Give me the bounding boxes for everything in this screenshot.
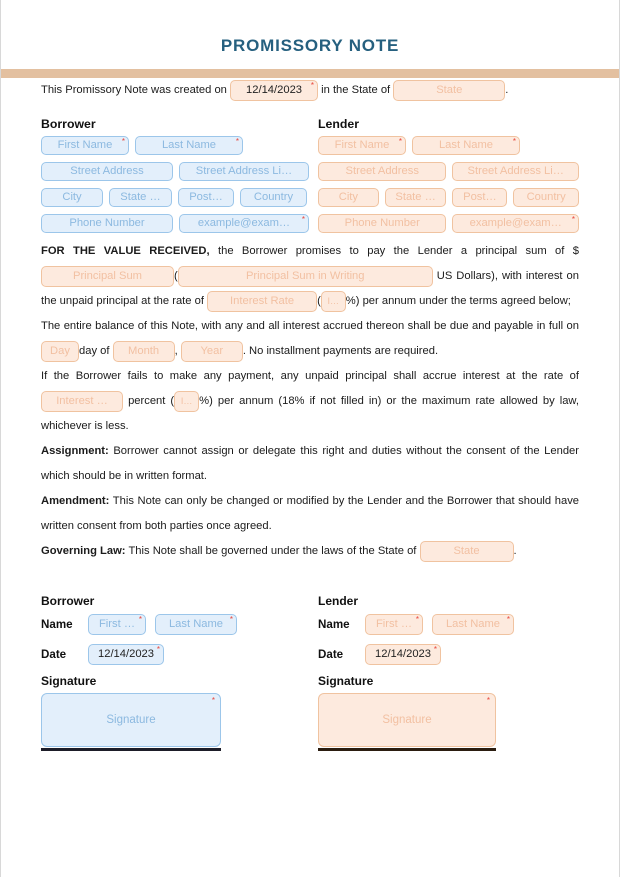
principal-sum-writing-field[interactable]: Principal Sum in Writing [178, 266, 433, 287]
required-asterisk-icon: * [571, 215, 575, 224]
borrower-signature-pad-wrap [41, 693, 221, 751]
lender-date-field-row [318, 643, 579, 666]
default-interest-field[interactable]: Interest … [41, 391, 123, 412]
borrower-sign-date-field[interactable]: 12/14/2023 * [88, 644, 164, 665]
borrower-signature-field-label: Signature [41, 674, 97, 688]
document-body [1, 78, 619, 751]
value-received-text-2: US Dollars), with interest on the unpaid principal at the rate of [41, 270, 579, 307]
balance-text-1: The entire balance of this Note, with any and all interest accrued thereon shall be due and payable in full on [41, 320, 579, 332]
borrower-signature-placeholder: Signature [106, 714, 156, 726]
required-asterisk-icon: * [486, 696, 490, 705]
lender-last-name-field[interactable]: Last Name * [412, 136, 520, 155]
governing-law-state-field[interactable]: State [420, 541, 514, 562]
borrower-block [41, 117, 310, 239]
required-asterisk-icon: * [433, 645, 437, 654]
balance-paragraph [41, 314, 579, 364]
borrower-postal-field[interactable]: Post… [178, 188, 234, 207]
borrower-first-name-field[interactable]: First Name * [41, 136, 129, 155]
borrower-street-address-field[interactable]: Street Address [41, 162, 173, 181]
required-asterisk-icon: * [156, 645, 160, 654]
lender-signature-pad-wrap [318, 693, 496, 751]
intro-mid-text: in the State of [321, 84, 391, 96]
borrower-name-label: Name [41, 618, 73, 631]
required-asterisk-icon: * [506, 615, 510, 624]
state-field[interactable]: State [393, 80, 505, 101]
amendment-label: Amendment: [41, 495, 110, 507]
assignment-text: Borrower cannot assign or delegate this right and duties without the consent of the Lender which should be in written format. [41, 445, 580, 482]
created-date-value: 12/14/2023 [246, 83, 303, 96]
lender-name-label: Name [318, 618, 350, 631]
lender-first-name-field[interactable]: First Name * [318, 136, 406, 155]
lender-signature-underline [318, 748, 496, 751]
intro-lead-text: This Promissory Note was created on [41, 84, 227, 96]
header-divider-bar [1, 69, 619, 78]
lender-sign-last-name-field[interactable]: Last Name * [432, 614, 514, 635]
governing-law-period: . [513, 545, 517, 557]
required-asterisk-icon: * [398, 137, 402, 146]
lender-name-row [318, 135, 579, 156]
required-asterisk-icon: * [229, 615, 233, 624]
borrower-signature-underline [41, 748, 221, 751]
lender-signature-block [310, 586, 579, 751]
interest-rate-field[interactable]: Interest Rate [207, 291, 317, 312]
lender-block [310, 117, 579, 239]
due-month-field[interactable]: Month [113, 341, 175, 362]
borrower-date-field-row [41, 643, 310, 666]
required-asterisk-icon: * [211, 696, 215, 705]
lender-name-field-row [318, 613, 579, 636]
lender-signature-heading: Lender [318, 594, 359, 608]
due-year-field[interactable]: Year [181, 341, 243, 362]
day-of-text: day of [79, 345, 110, 357]
amendment-paragraph [41, 489, 579, 539]
governing-law-label: Governing Law: [41, 545, 126, 557]
default-rate-text-1: If the Borrower fails to make any payment, any unpaid principal shall accrue interest at the rate of [41, 370, 579, 382]
lender-country-field[interactable]: Country [513, 188, 579, 207]
open-paren: ( [174, 270, 178, 282]
value-received-text-1: the Borrower promises to pay the Lender a principal sum of [217, 245, 565, 257]
lender-signature-field-label: Signature [318, 674, 374, 688]
required-asterisk-icon: * [310, 80, 315, 90]
borrower-name-field-row [41, 613, 310, 636]
lender-city-row [318, 187, 579, 208]
borrower-sign-last-name-field[interactable]: Last Name * [155, 614, 237, 635]
borrower-phone-field[interactable]: Phone Number [41, 214, 173, 233]
intro-period: . [505, 84, 509, 96]
required-asterisk-icon: * [512, 137, 516, 146]
balance-text-2: . No installment payments are required. [242, 345, 439, 357]
lender-postal-field[interactable]: Post… [452, 188, 507, 207]
borrower-contact-row [41, 213, 310, 234]
borrower-name-row [41, 135, 310, 156]
lender-state-field[interactable]: State … [385, 188, 447, 207]
percent-open-text: percent ( [128, 395, 175, 407]
borrower-signature-heading: Borrower [41, 594, 95, 608]
lender-signature-placeholder: Signature [382, 714, 432, 726]
signature-section [41, 586, 579, 751]
default-interest-small-field[interactable]: I… [174, 391, 199, 412]
balance-comma: , [174, 345, 178, 357]
lender-phone-field[interactable]: Phone Number [318, 214, 446, 233]
borrower-city-row [41, 187, 310, 208]
default-rate-text-2: %) per annum (18% if not filled in) or the maximum rate allowed by law, whichever is less. [41, 395, 580, 432]
value-received-paragraph [41, 239, 579, 314]
borrower-date-label: Date [41, 648, 67, 661]
required-asterisk-icon: * [415, 615, 419, 624]
dollar-sign: $ [572, 245, 580, 257]
lender-street-address-field[interactable]: Street Address [318, 162, 446, 181]
borrower-email-field[interactable]: example@exam… * [179, 214, 309, 233]
value-received-bold-lead: FOR THE VALUE RECEIVED, [41, 245, 210, 257]
lender-email-field[interactable]: example@exam… * [452, 214, 579, 233]
lender-heading: Lender [318, 117, 359, 131]
borrower-last-name-field[interactable]: Last Name * [135, 136, 243, 155]
borrower-city-field[interactable]: City [41, 188, 103, 207]
due-day-field[interactable]: Day [41, 341, 79, 362]
lender-sign-date-field[interactable]: 12/14/2023 * [365, 644, 441, 665]
borrower-heading: Borrower [41, 117, 96, 131]
lender-address-row [318, 161, 579, 182]
interest-rate-small-field[interactable]: I… [321, 291, 346, 312]
borrower-state-field[interactable]: State … [109, 188, 172, 207]
borrower-address-row [41, 161, 310, 182]
principal-sum-field[interactable]: Principal Sum [41, 266, 174, 287]
default-rate-paragraph [41, 364, 579, 439]
value-received-text-3: %) per annum under the terms agreed below; [345, 295, 571, 307]
governing-law-text: This Note shall be governed under the laws of the State of [128, 545, 417, 557]
lender-date-label: Date [318, 648, 344, 661]
parties-section [41, 117, 579, 239]
intro-line [41, 78, 579, 103]
lender-contact-row [318, 213, 579, 234]
borrower-street-address-2-field[interactable]: Street Address Li… [179, 162, 309, 181]
governing-law-paragraph [41, 539, 579, 564]
borrower-country-field[interactable]: Country [240, 188, 307, 207]
borrower-signature-pad[interactable] [41, 693, 221, 747]
required-asterisk-icon: * [301, 215, 305, 224]
borrower-sign-first-name-field[interactable]: First … * [88, 614, 146, 635]
borrower-signature-block [41, 586, 310, 751]
lender-street-address-2-field[interactable]: Street Address Li… [452, 162, 579, 181]
required-asterisk-icon: * [138, 615, 142, 624]
lender-city-field[interactable]: City [318, 188, 379, 207]
created-date-field[interactable] [230, 80, 318, 101]
required-asterisk-icon: * [235, 137, 239, 146]
lender-signature-pad[interactable] [318, 693, 496, 747]
required-asterisk-icon: * [121, 137, 125, 146]
open-paren-2: ( [317, 295, 321, 307]
page-title: PROMISSORY NOTE [220, 36, 400, 55]
amendment-text: This Note can only be changed or modified by the Lender and the Borrower that should have written consent from both parties once agreed. [41, 495, 580, 532]
lender-sign-first-name-field[interactable]: First … * [365, 614, 423, 635]
assignment-label: Assignment: [41, 445, 109, 457]
assignment-paragraph [41, 439, 579, 489]
